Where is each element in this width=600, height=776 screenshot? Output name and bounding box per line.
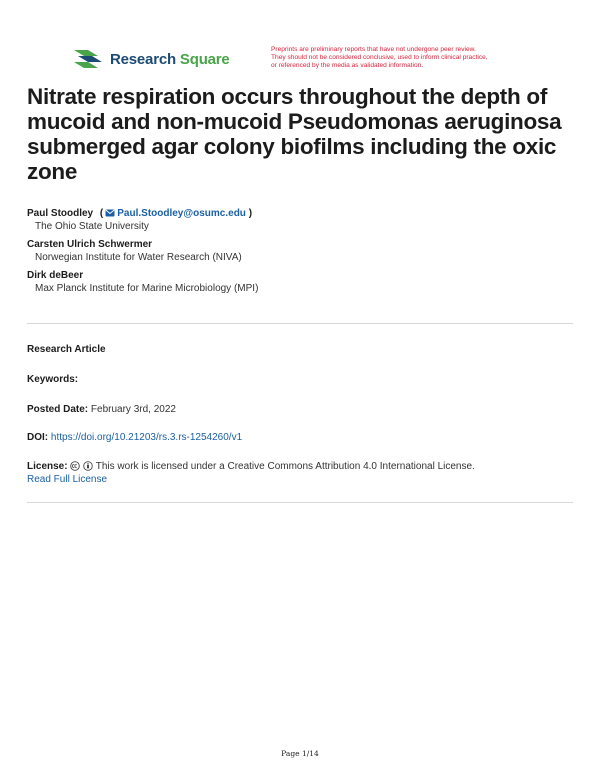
disclaimer-line: Preprints are preliminary reports that have not undergone peer review. — [271, 46, 476, 53]
section-divider — [27, 502, 573, 503]
paper-title: Nitrate respiration occurs throughout the depth of mucoid and non-mucoid Pseudomonas aeruginosa submerged agar colony biofilms including the oxic zone — [27, 84, 562, 184]
email-close-paren: ) — [248, 208, 253, 219]
page-number: Page 1/14 — [281, 749, 319, 758]
posted-date-label: Posted Date: — [27, 404, 89, 415]
doi-row — [27, 431, 575, 444]
disclaimer-line: or referenced by the media as validated information. — [271, 62, 424, 69]
by-icon — [83, 461, 93, 471]
email-open-paren: ( — [99, 208, 104, 219]
author-entry — [27, 238, 575, 264]
posted-date-row — [27, 403, 575, 416]
license-label: License: — [27, 461, 68, 472]
preprint-disclaimer — [271, 46, 541, 70]
author-name[interactable]: Paul Stoodley — [27, 208, 94, 219]
research-square-logo-icon — [74, 48, 102, 70]
author-entry — [27, 269, 575, 295]
author-name[interactable]: Carsten Ulrich Schwermer — [27, 239, 153, 250]
section-divider — [27, 323, 573, 324]
author-affiliation: Norwegian Institute for Water Research (NIVA) — [35, 252, 242, 263]
article-type: Research Article — [27, 344, 106, 355]
keywords-label: Keywords: — [27, 374, 79, 385]
cc-icon — [70, 461, 80, 471]
read-full-license-link[interactable]: Read Full License — [27, 474, 108, 485]
author-email-link[interactable]: Paul.Stoodley@osumc.edu — [117, 208, 246, 219]
keywords-row — [27, 373, 575, 386]
author-affiliation: Max Planck Institute for Marine Microbiology (MPI) — [35, 283, 259, 294]
envelope-icon — [105, 209, 115, 217]
license-text: This work is licensed under a Creative Commons Attribution 4.0 International License. — [95, 461, 475, 472]
doi-link[interactable]: https://doi.org/10.21203/rs.3.rs-1254260/v1 — [50, 432, 243, 443]
disclaimer-line: They should not be considered conclusive, used to inform clinical practice, — [271, 54, 488, 61]
logo-wordmark: Research Square — [110, 50, 230, 68]
posted-date-value: February 3rd, 2022 — [90, 404, 176, 415]
doi-label: DOI: — [27, 432, 49, 443]
license-row — [27, 460, 575, 486]
author-entry — [27, 207, 575, 233]
author-list — [27, 207, 575, 300]
author-name[interactable]: Dirk deBeer — [27, 270, 84, 281]
research-square-logo[interactable] — [74, 47, 230, 71]
author-affiliation: The Ohio State University — [35, 221, 149, 232]
